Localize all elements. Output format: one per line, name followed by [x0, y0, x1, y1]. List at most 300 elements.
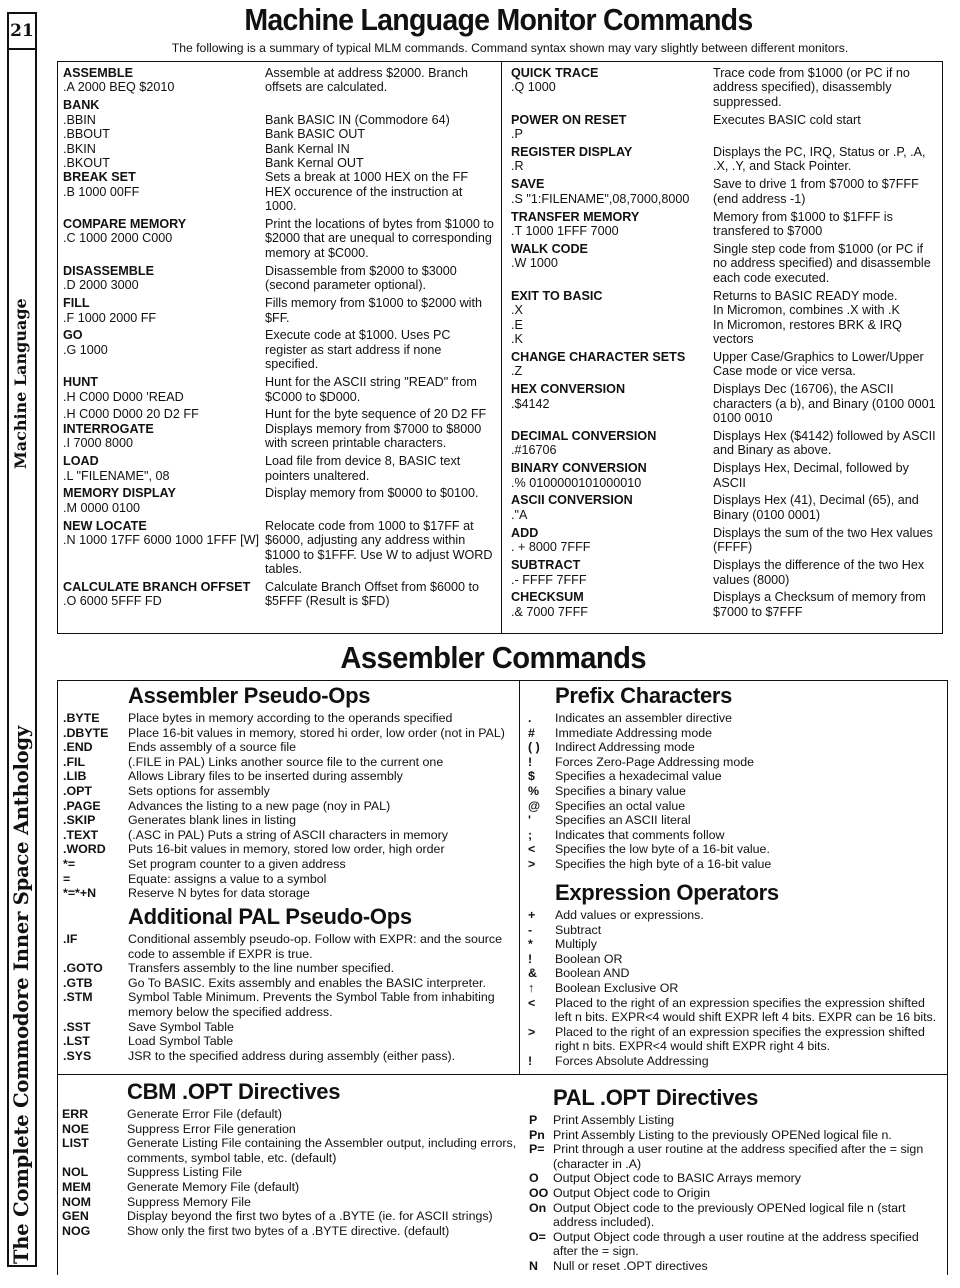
command-row [63, 422, 495, 451]
right-border [947, 1075, 948, 1275]
command-syntax: .C 1000 2000 C000 [63, 231, 173, 246]
item-description: Allows Library files to be inserted during assembly [128, 769, 403, 784]
command-name: QUICK TRACE [511, 66, 599, 80]
command-description: Hunt for the byte sequence of 20 D2 FF [265, 407, 487, 422]
item-key: + [528, 908, 536, 922]
command-syntax: .N 1000 17FF 6000 1000 1FFF [W] [63, 533, 259, 548]
item-key: OO [529, 1185, 549, 1200]
item-description: Ends assembly of a source file [128, 740, 297, 755]
command-name: BREAK SET [63, 170, 136, 185]
command-row [511, 145, 939, 174]
list-item [528, 923, 943, 938]
item-key: ! [528, 951, 533, 966]
list-item [62, 1180, 517, 1195]
command-syntax: .O 6000 5FFF FD [63, 594, 162, 609]
item-key: ! [528, 1053, 533, 1068]
command-syntax-cell [63, 580, 265, 609]
command-description: Returns to BASIC READY mode. In Micromon, combines .X with .K In Micromon, restores BRK & IRQ vectors [713, 288, 902, 346]
command-row [63, 296, 495, 325]
item-key: * [528, 937, 533, 952]
item-key: NOE [62, 1121, 89, 1136]
command-syntax: . + 8000 7FFF [511, 540, 591, 555]
command-row [511, 113, 939, 142]
command-name: NEW LOCATE [63, 518, 147, 533]
item-description: Symbol Table Minimum. Prevents the Symbol Table from inhabiting memory below the specified address. [128, 990, 495, 1019]
left-border [57, 1075, 58, 1275]
item-key: MEM [62, 1179, 91, 1194]
command-name: LOAD [63, 454, 99, 469]
item-key: .LIB [63, 769, 87, 784]
command-syntax: .K [511, 331, 523, 346]
command-name: REGISTER DISPLAY [511, 145, 633, 160]
item-key: .IF [63, 932, 78, 946]
list-item [528, 842, 943, 857]
command-name: SAVE [511, 177, 545, 192]
item-description: Output Object code to Origin [553, 1185, 711, 1200]
item-key: ! [528, 754, 533, 769]
list-item [62, 1165, 517, 1180]
command-name: ASSEMBLE [63, 66, 133, 80]
list-item [63, 1020, 518, 1035]
list-item [528, 857, 943, 872]
command-syntax: .E [511, 317, 523, 332]
item-key: .WORD [63, 842, 106, 857]
command-description: Disassemble from $2000 to $3000 (second parameter optional). [265, 263, 457, 293]
command-description: Sets a break at 1000 HEX on the FF HEX occurence of the instruction at 1000. [265, 170, 469, 214]
command-syntax: .#16706 [511, 443, 557, 458]
list-item [62, 1224, 517, 1239]
command-name: ASCII CONVERSION [511, 493, 633, 508]
item-key: . [528, 711, 532, 725]
expression-operators-section [528, 878, 943, 1069]
command-description: Displays a Checksum of memory from $7000 to $7FFF [713, 590, 926, 619]
list-item [528, 799, 943, 814]
list-item [62, 1195, 517, 1210]
item-description: Generates blank lines in listing [128, 813, 297, 828]
item-description: Load Symbol Table [128, 1034, 234, 1049]
command-description: Display memory from $0000 to $0100. [265, 486, 479, 501]
list-item [63, 726, 518, 741]
command-syntax-cell [511, 145, 713, 174]
item-description: Indirect Addressing mode [555, 740, 695, 755]
pal-opt-heading: PAL .OPT Directives [553, 1085, 759, 1110]
book-title: The Complete Commodore Inner Space Anthology [10, 725, 33, 1264]
item-key: P [529, 1113, 538, 1127]
list-item [529, 1113, 941, 1128]
list-item [63, 755, 518, 770]
item-description: Specifies a hexadecimal value [555, 769, 722, 784]
command-syntax: .M 0000 0100 [63, 500, 141, 515]
item-description: Go To BASIC. Exits assembly and enables the BASIC interpreter. [128, 975, 486, 990]
item-key: .END [63, 740, 93, 755]
item-key: ' [528, 813, 531, 828]
list-item [529, 1171, 941, 1186]
list-item [528, 726, 943, 741]
prefix-characters-list [528, 711, 943, 872]
command-name: CHANGE CHARACTER SETS [511, 349, 686, 364]
command-description: Displays Hex (41), Decimal (65), and Binary (0100 0001) [713, 493, 919, 522]
command-syntax-cell [63, 454, 265, 483]
item-description: Forces Zero-Page Addressing mode [555, 754, 755, 769]
list-item [528, 908, 943, 923]
command-description: Displays the PC, IRQ, Status or .P, .A, .X, .Y, and Stack Pointer. [713, 145, 926, 174]
command-row [63, 98, 495, 112]
command-description: Displays memory from $7000 to $8000 with screen printable characters. [265, 421, 482, 451]
list-item [528, 981, 943, 996]
command-syntax: .BKOUT [63, 155, 110, 170]
command-description: Trace code from $1000 (or PC if no address specified), disassembly suppressed. [713, 66, 910, 109]
cbm-opt-heading: CBM .OPT Directives [127, 1079, 341, 1104]
item-description: Output Object code through a user routine at the address specified after the = sign. [553, 1229, 919, 1259]
list-item [63, 886, 518, 901]
item-description: Print Assembly Listing [553, 1113, 675, 1127]
command-syntax-cell [63, 127, 265, 141]
item-description: Multiply [555, 937, 597, 952]
pal-opt-section [529, 1083, 941, 1274]
command-description: Calculate Branch Offset from $6000 to $5FFF (Result is $FD) [265, 579, 479, 609]
command-syntax: .S "1:FILENAME",08,7000,8000 [511, 191, 690, 206]
item-key: .STM [63, 990, 93, 1005]
command-syntax-cell [511, 289, 713, 347]
command-description: Displays Dec (16706), the ASCII characters (a b), and Binary (0100 0001 0100 0010 [713, 382, 936, 425]
command-syntax: .T 1000 1FFF 7000 [511, 224, 619, 239]
command-row [63, 328, 495, 371]
command-row [511, 350, 939, 379]
command-row [511, 493, 939, 522]
item-key: *= [63, 856, 76, 871]
item-description: Specifies an octal value [555, 798, 686, 813]
list-item [63, 711, 518, 726]
command-syntax: .Z [511, 364, 523, 379]
command-syntax-cell [63, 375, 265, 404]
item-description: Show only the first two bytes of a .BYTE directive. (default) [127, 1223, 450, 1238]
command-row [511, 461, 939, 490]
item-key: N [529, 1258, 538, 1273]
command-description [265, 98, 495, 112]
command-syntax-cell [511, 210, 713, 239]
command-description: Execute code at $1000. Uses PC register as start address if none specified. [265, 328, 451, 372]
command-description: Displays Hex, Decimal, followed by ASCII [713, 461, 909, 490]
command-description: Single step code from $1000 (or PC if no address specified) and disassemble each code executed. [713, 241, 931, 285]
mlm-subtitle: The following is a summary of typical MLM commands. Command syntax shown may vary slightly between different monitors. [171, 41, 849, 55]
mlm-title: Machine Language Monitor Commands [244, 2, 753, 37]
command-description: Load file from device 8, BASIC text pointers unaltered. [265, 454, 461, 483]
item-key: Pn [529, 1127, 545, 1142]
item-description: Transfers assembly to the line number specified. [128, 961, 395, 976]
command-syntax-cell [63, 264, 265, 293]
item-description: Boolean Exclusive OR [555, 980, 679, 995]
pal-pseudo-ops-section [63, 902, 518, 1063]
list-item [529, 1230, 941, 1259]
command-syntax: .R [511, 159, 524, 174]
command-syntax-cell [63, 156, 265, 170]
item-key: = [63, 871, 71, 886]
list-item [528, 937, 943, 952]
command-syntax-cell [511, 429, 713, 458]
command-syntax: .H C000 D000 20 D2 FF [63, 407, 199, 422]
command-description: Displays Hex ($4142) followed by ASCII and Binary as above. [713, 428, 936, 458]
command-row [511, 590, 939, 619]
list-item [63, 842, 518, 857]
command-syntax-cell [63, 407, 265, 421]
command-name: EXIT TO BASIC [511, 288, 603, 303]
item-description: Display beyond the first two bytes of a .BYTE (ie. for ASCII strings) [127, 1209, 493, 1224]
list-item [528, 769, 943, 784]
command-syntax-cell [511, 493, 713, 522]
item-description: Indicates that comments follow [555, 827, 725, 842]
item-key: .BYTE [63, 711, 100, 725]
list-item [529, 1259, 941, 1274]
item-description: Set program counter to a given address [128, 856, 346, 871]
command-name: HUNT [63, 375, 98, 390]
command-row [63, 142, 495, 156]
assembler-table [57, 680, 948, 1075]
item-description: Placed to the right of an expression specifies the expression shifted left n bits. EXPR<4 would shift EXPR left 4 bits. EXPR can be 16 bits. [555, 995, 937, 1025]
item-description: Specifies the low byte of a 16-bit value. [555, 842, 770, 857]
command-syntax: .- FFFF 7FFF [511, 572, 587, 587]
section-label: Machine Language [11, 298, 30, 469]
pal-pseudo-ops-list [63, 932, 518, 1063]
command-syntax-cell [63, 328, 265, 371]
command-name: GO [63, 328, 83, 343]
command-syntax: .P [511, 127, 523, 142]
list-item [528, 711, 943, 726]
list-item [62, 1209, 517, 1224]
command-description: Save to drive 1 from $7000 to $7FFF (end address -1) [713, 177, 919, 206]
command-name: TRANSFER MEMORY [511, 209, 640, 224]
item-description: Generate Listing File containing the Assembler output, including errors, comments, symbol table, etc. (default) [127, 1136, 517, 1165]
command-name: BANK [63, 98, 100, 113]
command-description: Relocate code from 1000 to $17FF at $6000, adjusting any address within $1000 to $1FFF. Use W to adjust WORD tables. [265, 518, 493, 576]
command-name: DECIMAL CONVERSION [511, 428, 657, 443]
item-key: NOM [62, 1194, 91, 1209]
list-item [528, 952, 943, 967]
item-key: .GTB [63, 975, 93, 990]
item-key: .OPT [63, 783, 92, 798]
list-item [528, 966, 943, 981]
item-description: (.ASC in PAL) Puts a string of ASCII characters in memory [128, 827, 448, 842]
item-key: .DBYTE [63, 725, 109, 740]
command-row [511, 429, 939, 458]
command-syntax: .BKIN [63, 141, 96, 156]
item-description: Conditional assembly pseudo-op. Follow with EXPR: and the source code to assemble if EXPR is true. [128, 932, 502, 961]
column-divider [519, 681, 520, 1074]
command-row [511, 382, 939, 425]
item-description: Subtract [555, 922, 602, 937]
item-description: Indicates an assembler directive [555, 711, 732, 725]
item-description: Place bytes in memory according to the operands specified [128, 711, 453, 725]
command-row [63, 454, 495, 483]
item-key: NOL [62, 1165, 89, 1180]
command-description: Memory from $1000 to $1FFF is transfered to $7000 [713, 209, 893, 239]
item-key: > [528, 1024, 536, 1039]
command-row [511, 177, 939, 206]
command-name: POWER ON RESET [511, 112, 627, 127]
command-syntax-cell [511, 242, 713, 285]
command-description: Bank BASIC OUT [265, 127, 366, 142]
list-item [63, 813, 518, 828]
pal-pseudo-ops-heading: Additional PAL Pseudo-Ops [128, 904, 412, 929]
command-row [63, 113, 495, 127]
item-key: .SST [63, 1019, 91, 1034]
item-description: Suppress Listing File [127, 1165, 243, 1180]
command-row [511, 558, 939, 587]
item-key: < [528, 995, 536, 1010]
prefix-characters-section [528, 681, 943, 872]
item-description: Boolean OR [555, 951, 623, 966]
list-item [528, 1025, 943, 1054]
list-item [529, 1128, 941, 1143]
command-row [63, 519, 495, 577]
list-item [528, 740, 943, 755]
item-key: .LST [63, 1034, 90, 1049]
item-description: Generate Error File (default) [127, 1107, 282, 1121]
item-description: Sets options for assembly [128, 783, 270, 798]
item-description: Print Assembly Listing to the previously OPENed logical file n. [553, 1127, 892, 1142]
item-key: @ [528, 798, 541, 813]
command-description: Hunt for the ASCII string "READ" from $C000 to $D000. [265, 375, 477, 404]
command-name: COMPARE MEMORY [63, 217, 187, 232]
mlm-left-column [63, 66, 495, 612]
command-syntax-cell [63, 142, 265, 156]
item-key: .FIL [63, 754, 86, 769]
command-name: DISASSEMBLE [63, 263, 154, 278]
command-description: Bank Kernal OUT [265, 155, 364, 170]
command-syntax: .% 0100000101000010 [511, 475, 642, 490]
command-syntax-cell [511, 66, 713, 109]
item-key: ERR [62, 1107, 89, 1121]
column-divider [501, 62, 502, 633]
item-key: GEN [62, 1209, 89, 1224]
item-key: & [528, 966, 537, 981]
command-name: WALK CODE [511, 241, 588, 256]
command-syntax-cell [511, 177, 713, 206]
list-item [529, 1186, 941, 1201]
command-syntax: .F 1000 2000 FF [63, 310, 157, 325]
list-item [62, 1136, 517, 1165]
command-description: Bank BASIC IN (Commodore 64) [265, 112, 450, 127]
command-description: Executes BASIC cold start [713, 112, 861, 127]
command-name: FILL [63, 296, 90, 311]
expression-operators-list [528, 908, 943, 1069]
item-key: .GOTO [63, 961, 103, 976]
command-syntax-cell [63, 113, 265, 127]
list-item [528, 755, 943, 770]
item-key: ; [528, 827, 533, 842]
item-description: Boolean AND [555, 966, 630, 981]
command-row [511, 289, 939, 347]
list-item [63, 872, 518, 887]
command-name: BINARY CONVERSION [511, 461, 647, 476]
list-item [63, 1049, 518, 1064]
pseudo-ops-heading: Assembler Pseudo-Ops [128, 683, 371, 708]
command-syntax: .W 1000 [511, 256, 558, 271]
command-row [63, 486, 495, 515]
item-description: Reserve N bytes for data storage [128, 886, 310, 901]
item-key: *=*+N [63, 886, 97, 901]
item-key: # [528, 725, 535, 740]
item-description: Forces Absolute Addressing [555, 1053, 709, 1068]
cbm-opt-list [62, 1107, 517, 1238]
item-key: O [529, 1171, 539, 1186]
command-syntax-cell [511, 350, 713, 379]
command-syntax: .I 7000 8000 [63, 436, 134, 451]
command-syntax: .A 2000 BEQ $2010 [63, 80, 175, 95]
command-syntax: ."A [511, 507, 528, 522]
command-row [63, 170, 495, 213]
command-syntax-cell [511, 461, 713, 490]
command-syntax-cell [511, 590, 713, 619]
item-description: Placed to the right of an expression specifies the expression shifted right n bits. EXPR<4 would shift EXPR right 4 bits. [555, 1024, 925, 1054]
item-description: Immediate Addressing mode [555, 725, 713, 740]
command-row [511, 526, 939, 555]
command-row [63, 66, 495, 95]
command-syntax: .BBIN [63, 112, 96, 127]
item-key: > [528, 856, 536, 871]
command-syntax-cell [511, 526, 713, 555]
command-row [63, 580, 495, 609]
command-description: Bank Kernal IN [265, 141, 350, 156]
command-description: Displays the sum of the two Hex values (FFFF) [713, 525, 933, 555]
command-name: SUBTRACT [511, 558, 581, 573]
item-key: % [528, 783, 540, 798]
item-key: O= [529, 1229, 546, 1244]
pseudo-ops-section [63, 681, 518, 901]
list-item [62, 1122, 517, 1137]
command-name: MEMORY DISPLAY [63, 486, 176, 501]
item-description: Print through a user routine at the address specified after the = sign (character in .A) [553, 1142, 924, 1171]
item-key: P= [529, 1142, 545, 1157]
command-row [63, 217, 495, 260]
command-row [63, 407, 495, 421]
item-key: - [528, 922, 533, 937]
command-row [511, 66, 939, 109]
item-description: Puts 16-bit values in memory, stored low order, high order [128, 842, 445, 857]
command-syntax: .$4142 [511, 396, 550, 411]
page-number: 21 [9, 14, 35, 50]
item-description: (.FILE in PAL) Links another source file to the current one [128, 754, 444, 769]
item-description: Add values or expressions. [555, 908, 704, 922]
list-item [63, 784, 518, 799]
item-key: < [528, 842, 536, 857]
pseudo-ops-list [63, 711, 518, 901]
item-description: Specifies a binary value [555, 783, 686, 798]
item-description: Equate: assigns a value to a symbol [128, 871, 327, 886]
list-item [528, 813, 943, 828]
command-syntax-cell [63, 486, 265, 515]
command-syntax-cell [63, 422, 265, 451]
list-item [63, 1034, 518, 1049]
command-syntax: .BBOUT [63, 127, 110, 142]
list-item [529, 1201, 941, 1230]
command-description: Print the locations of bytes from $1000 to $2000 that are unequal to corresponding memory at $C000. [265, 217, 494, 260]
item-key: ↑ [528, 980, 535, 995]
command-syntax: .D 2000 3000 [63, 278, 139, 293]
command-syntax-cell [511, 382, 713, 425]
item-key: ( ) [528, 740, 540, 755]
list-item [62, 1107, 517, 1122]
command-syntax: .B 1000 00FF [63, 184, 140, 199]
list-item [63, 932, 518, 961]
item-key: .SYS [63, 1048, 92, 1063]
command-syntax-cell [63, 66, 265, 95]
command-syntax: .G 1000 [63, 342, 108, 357]
list-item [63, 990, 518, 1019]
command-name: HEX CONVERSION [511, 382, 626, 397]
command-description: Displays the difference of the two Hex values (8000) [713, 558, 925, 587]
item-description: Output Object code to the previously OPENed logical file n (start address included). [553, 1200, 906, 1230]
list-item [63, 769, 518, 784]
